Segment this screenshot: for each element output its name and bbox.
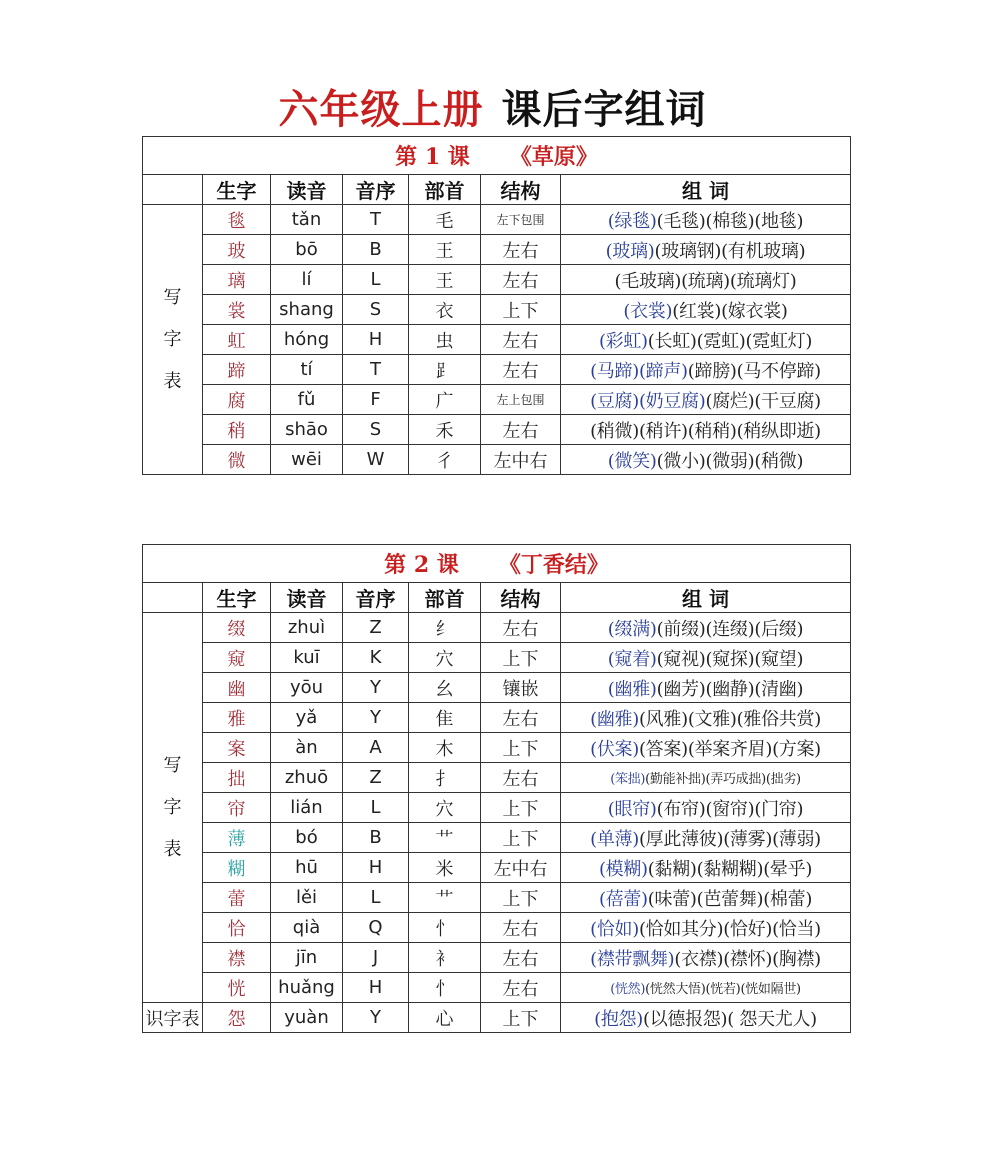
word: (恰如其分) <box>638 918 724 940</box>
word: (琉璃) <box>681 270 730 292</box>
word: (琉璃灯) <box>729 270 797 292</box>
word: (缀满) <box>607 618 657 640</box>
cell-character: 帘 <box>203 793 271 823</box>
word: (恰如) <box>590 918 639 940</box>
cell-character: 雅 <box>203 703 271 733</box>
cell-radical: 隹 <box>409 703 481 733</box>
cell-radical: 忄 <box>409 973 481 1003</box>
lesson-title <box>143 545 851 583</box>
word: (幽静) <box>705 678 755 700</box>
cell-structure: 左中右 <box>481 853 561 883</box>
cell-words <box>561 763 851 793</box>
cell-pinyin: lián <box>271 793 343 823</box>
word: (方案) <box>772 738 821 760</box>
word: (干豆腐) <box>754 390 821 412</box>
word: (蹄膀) <box>687 360 737 382</box>
table-row <box>143 643 851 673</box>
cell-radical: 王 <box>409 235 481 265</box>
cell-pinyin: yuàn <box>271 1003 343 1033</box>
cell-initial: K <box>343 643 409 673</box>
column-header: 音序 <box>343 583 409 613</box>
word: (有机玻璃) <box>721 240 806 262</box>
table-row <box>143 205 851 235</box>
cell-character: 蕾 <box>203 883 271 913</box>
cell-initial: L <box>343 793 409 823</box>
lesson-name: 《丁香结》 <box>498 552 609 578</box>
cell-structure: 上下 <box>481 823 561 853</box>
lesson-title-row <box>143 137 851 175</box>
cell-initial: Y <box>343 673 409 703</box>
word: (恍然大悟) <box>645 982 706 997</box>
word: (长虹) <box>647 330 697 352</box>
word: (举案齐眉) <box>687 738 773 760</box>
cell-pinyin: kuī <box>271 643 343 673</box>
word: (前缀) <box>656 618 706 640</box>
lesson-number: 第 1 课 <box>395 144 470 170</box>
lesson-title-row <box>143 545 851 583</box>
word: (衣襟) <box>674 948 724 970</box>
word: (棉蕾) <box>763 888 813 910</box>
cell-initial: T <box>343 355 409 385</box>
word: (拙劣) <box>765 772 801 787</box>
side-label-recognition: 识字表 <box>143 1003 203 1033</box>
word: (黏糊) <box>647 858 697 880</box>
word: ( 怨天尤人) <box>727 1008 817 1030</box>
cell-character: 案 <box>203 733 271 763</box>
side-label-char: 表 <box>163 370 182 392</box>
word: (豆腐) <box>590 390 639 412</box>
lesson-name: 《草原》 <box>509 144 598 170</box>
lesson-2-table <box>142 544 851 1033</box>
cell-structure: 左右 <box>481 943 561 973</box>
cell-words <box>561 613 851 643</box>
lesson-1-table <box>142 136 851 475</box>
cell-character: 蹄 <box>203 355 271 385</box>
cell-words <box>561 445 851 475</box>
lesson-title <box>143 137 851 175</box>
cell-pinyin: lí <box>271 265 343 295</box>
cell-pinyin: tǎn <box>271 205 343 235</box>
word: (恍然) <box>610 982 646 997</box>
table-row <box>143 415 851 445</box>
header-row <box>143 175 851 205</box>
word: (模糊) <box>598 858 648 880</box>
table-row <box>143 883 851 913</box>
word: (窥视) <box>656 648 706 670</box>
cell-initial: T <box>343 205 409 235</box>
cell-initial: S <box>343 415 409 445</box>
column-header: 读音 <box>271 583 343 613</box>
cell-character: 玻 <box>203 235 271 265</box>
table-row <box>143 265 851 295</box>
side-label-char: 表 <box>163 838 182 860</box>
word: (马蹄) <box>590 360 639 382</box>
cell-initial: H <box>343 973 409 1003</box>
word: (彩虹) <box>598 330 648 352</box>
cell-words <box>561 355 851 385</box>
cell-structure: 左右 <box>481 265 561 295</box>
cell-radical: 穴 <box>409 643 481 673</box>
cell-character: 毯 <box>203 205 271 235</box>
cell-words <box>561 265 851 295</box>
side-label-char: 写 <box>163 286 182 308</box>
word: (稍微) <box>590 420 639 442</box>
cell-words <box>561 205 851 235</box>
column-header: 组 词 <box>561 175 851 205</box>
column-header: 结构 <box>481 583 561 613</box>
table-row <box>143 943 851 973</box>
cell-radical: 艹 <box>409 823 481 853</box>
table-row <box>143 445 851 475</box>
cell-pinyin: qià <box>271 913 343 943</box>
side-label-char: 字 <box>163 328 182 350</box>
table-row <box>143 1003 851 1033</box>
word: (蹄声) <box>638 360 688 382</box>
cell-character: 虹 <box>203 325 271 355</box>
cell-radical: 禾 <box>409 415 481 445</box>
column-header: 读音 <box>271 175 343 205</box>
cell-radical: 幺 <box>409 673 481 703</box>
word: (毛毯) <box>656 210 706 232</box>
word: (单薄) <box>590 828 639 850</box>
word: (雅俗共赏) <box>736 708 821 730</box>
word: (衣裳) <box>623 300 673 322</box>
cell-words <box>561 325 851 355</box>
cell-pinyin: yǎ <box>271 703 343 733</box>
cell-character: 稍 <box>203 415 271 445</box>
cell-structure: 左右 <box>481 325 561 355</box>
cell-initial: L <box>343 265 409 295</box>
cell-radical: 王 <box>409 265 481 295</box>
cell-structure: 上下 <box>481 883 561 913</box>
word: (微笑) <box>607 450 657 472</box>
cell-structure: 左右 <box>481 703 561 733</box>
cell-pinyin: yōu <box>271 673 343 703</box>
cell-character: 微 <box>203 445 271 475</box>
word: (稍微) <box>754 450 804 472</box>
cell-initial: H <box>343 853 409 883</box>
word: (以德报怨) <box>642 1008 728 1030</box>
cell-structure: 左右 <box>481 763 561 793</box>
word: (微弱) <box>705 450 755 472</box>
side-label-char: 写 <box>163 754 182 776</box>
cell-words <box>561 703 851 733</box>
cell-character: 薄 <box>203 823 271 853</box>
cell-pinyin: hóng <box>271 325 343 355</box>
column-header: 生字 <box>203 175 271 205</box>
word: (红裳) <box>672 300 722 322</box>
cell-radical: 衣 <box>409 295 481 325</box>
cell-initial: A <box>343 733 409 763</box>
word: (恰好) <box>723 918 773 940</box>
cell-radical: 穴 <box>409 793 481 823</box>
table-row <box>143 763 851 793</box>
cell-words <box>561 823 851 853</box>
cell-radical: 艹 <box>409 883 481 913</box>
cell-character: 襟 <box>203 943 271 973</box>
word: (勤能补拙) <box>645 772 706 787</box>
cell-words <box>561 1003 851 1033</box>
cell-radical: 米 <box>409 853 481 883</box>
cell-pinyin: tí <box>271 355 343 385</box>
word: (窗帘) <box>705 798 755 820</box>
table-row <box>143 733 851 763</box>
word: (连缀) <box>705 618 755 640</box>
cell-radical: 忄 <box>409 913 481 943</box>
cell-words <box>561 973 851 1003</box>
word: (文雅) <box>687 708 737 730</box>
table-row <box>143 823 851 853</box>
cell-words <box>561 853 851 883</box>
word: (稍纵即逝) <box>736 420 821 442</box>
word: (幽雅) <box>607 678 657 700</box>
word: (绿毯) <box>607 210 657 232</box>
cell-radical: 心 <box>409 1003 481 1033</box>
column-header: 音序 <box>343 175 409 205</box>
word: (恰当) <box>772 918 821 940</box>
word: (薄雾) <box>723 828 773 850</box>
word: (窥探) <box>705 648 755 670</box>
word: (地毯) <box>754 210 804 232</box>
word: (玻璃钢) <box>654 240 722 262</box>
cell-character: 璃 <box>203 265 271 295</box>
cell-words <box>561 943 851 973</box>
cell-pinyin: hū <box>271 853 343 883</box>
table-row <box>143 853 851 883</box>
word: (窥望) <box>754 648 804 670</box>
word: (后缀) <box>754 618 804 640</box>
cell-structure: 上下 <box>481 793 561 823</box>
cell-words <box>561 295 851 325</box>
cell-radical: 虫 <box>409 325 481 355</box>
header-blank <box>143 175 203 205</box>
cell-radical: 彳 <box>409 445 481 475</box>
cell-pinyin: shang <box>271 295 343 325</box>
cell-pinyin: wēi <box>271 445 343 475</box>
cell-words <box>561 643 851 673</box>
cell-initial: B <box>343 823 409 853</box>
cell-character: 裳 <box>203 295 271 325</box>
cell-character: 恍 <box>203 973 271 1003</box>
cell-pinyin: jīn <box>271 943 343 973</box>
word: (玻璃) <box>605 240 655 262</box>
cell-pinyin: bó <box>271 823 343 853</box>
cell-radical: 纟 <box>409 613 481 643</box>
cell-radical: 衤 <box>409 943 481 973</box>
word: (味蕾) <box>647 888 697 910</box>
cell-radical: 木 <box>409 733 481 763</box>
cell-pinyin: àn <box>271 733 343 763</box>
side-label-writing-table <box>143 613 203 1003</box>
word: (霓虹) <box>696 330 746 352</box>
cell-initial: W <box>343 445 409 475</box>
table-row <box>143 235 851 265</box>
cell-pinyin: fǔ <box>271 385 343 415</box>
page-title <box>0 78 985 135</box>
cell-words <box>561 913 851 943</box>
word: (恍如隔世) <box>740 982 801 997</box>
word: (窥着) <box>607 648 657 670</box>
table-row <box>143 325 851 355</box>
cell-initial: Y <box>343 1003 409 1033</box>
cell-words <box>561 235 851 265</box>
cell-structure: 左上包围 <box>481 385 561 415</box>
side-label-writing-table <box>143 205 203 475</box>
word: (黏糊糊) <box>696 858 764 880</box>
word: (微小) <box>656 450 706 472</box>
cell-character: 恰 <box>203 913 271 943</box>
word: (弄巧成拙) <box>705 772 766 787</box>
column-header: 部首 <box>409 583 481 613</box>
word: (棉毯) <box>705 210 755 232</box>
cell-initial: B <box>343 235 409 265</box>
cell-initial: Z <box>343 763 409 793</box>
word: (蓓蕾) <box>598 888 648 910</box>
table-row <box>143 613 851 643</box>
cell-radical: 广 <box>409 385 481 415</box>
column-header: 组 词 <box>561 583 851 613</box>
table-row <box>143 355 851 385</box>
column-header: 结构 <box>481 175 561 205</box>
lesson-number: 第 2 课 <box>384 552 459 578</box>
word: (芭蕾舞) <box>696 888 764 910</box>
cell-character: 窥 <box>203 643 271 673</box>
cell-words <box>561 733 851 763</box>
cell-structure: 上下 <box>481 295 561 325</box>
table-row <box>143 673 851 703</box>
word: (幽雅) <box>590 708 639 730</box>
cell-pinyin: zhuì <box>271 613 343 643</box>
cell-structure: 上下 <box>481 1003 561 1033</box>
cell-pinyin: bō <box>271 235 343 265</box>
word: (奶豆腐) <box>638 390 706 412</box>
table-row <box>143 913 851 943</box>
cell-words <box>561 673 851 703</box>
word: (幽芳) <box>656 678 706 700</box>
cell-character: 糊 <box>203 853 271 883</box>
word: (稍稍) <box>687 420 737 442</box>
cell-structure: 镶嵌 <box>481 673 561 703</box>
word: (嫁衣裳) <box>721 300 788 322</box>
column-header: 部首 <box>409 175 481 205</box>
word: (厚此薄彼) <box>638 828 724 850</box>
cell-character: 拙 <box>203 763 271 793</box>
word: (薄弱) <box>772 828 821 850</box>
cell-character: 缀 <box>203 613 271 643</box>
word: (清幽) <box>754 678 804 700</box>
cell-structure: 左右 <box>481 355 561 385</box>
cell-structure: 左中右 <box>481 445 561 475</box>
cell-radical: ⻊ <box>409 355 481 385</box>
word: (晕乎) <box>763 858 813 880</box>
table-row <box>143 973 851 1003</box>
word: (毛玻璃) <box>614 270 682 292</box>
cell-character: 幽 <box>203 673 271 703</box>
table-row <box>143 295 851 325</box>
cell-initial: H <box>343 325 409 355</box>
cell-initial: Z <box>343 613 409 643</box>
cell-structure: 左右 <box>481 913 561 943</box>
table-row <box>143 703 851 733</box>
cell-structure: 上下 <box>481 733 561 763</box>
word: (恍若) <box>705 982 741 997</box>
word: (答案) <box>638 738 688 760</box>
word: (风雅) <box>638 708 688 730</box>
cell-structure: 左右 <box>481 235 561 265</box>
cell-radical: 扌 <box>409 763 481 793</box>
cell-structure: 左右 <box>481 415 561 445</box>
word: (门帘) <box>754 798 804 820</box>
cell-radical: 毛 <box>409 205 481 235</box>
cell-pinyin: zhuō <box>271 763 343 793</box>
word: (稍许) <box>638 420 688 442</box>
cell-words <box>561 415 851 445</box>
word: (腐烂) <box>705 390 755 412</box>
cell-words <box>561 883 851 913</box>
title-grade: 六年级上册 <box>278 87 484 133</box>
cell-structure: 左下包围 <box>481 205 561 235</box>
cell-initial: Y <box>343 703 409 733</box>
cell-initial: Q <box>343 913 409 943</box>
cell-pinyin: lěi <box>271 883 343 913</box>
word: (眼帘) <box>607 798 657 820</box>
cell-structure: 左右 <box>481 973 561 1003</box>
word: (襟怀) <box>723 948 773 970</box>
cell-pinyin: huǎng <box>271 973 343 1003</box>
header-row <box>143 583 851 613</box>
cell-initial: F <box>343 385 409 415</box>
cell-character: 怨 <box>203 1003 271 1033</box>
header-blank <box>143 583 203 613</box>
word: (笨拙) <box>610 772 646 787</box>
cell-initial: L <box>343 883 409 913</box>
cell-initial: J <box>343 943 409 973</box>
cell-words <box>561 385 851 415</box>
cell-pinyin: shāo <box>271 415 343 445</box>
cell-structure: 左右 <box>481 613 561 643</box>
cell-character: 腐 <box>203 385 271 415</box>
word: (胸襟) <box>772 948 821 970</box>
word: (伏案) <box>590 738 639 760</box>
side-label-char: 字 <box>163 796 182 818</box>
word: (霓虹灯) <box>745 330 813 352</box>
word: (抱怨) <box>594 1008 643 1030</box>
table-row <box>143 385 851 415</box>
table-row <box>143 793 851 823</box>
word: (襟带飘舞) <box>590 948 675 970</box>
word: (马不停蹄) <box>736 360 821 382</box>
cell-initial: S <box>343 295 409 325</box>
cell-words <box>561 793 851 823</box>
cell-structure: 上下 <box>481 643 561 673</box>
title-topic: 课后字组词 <box>501 87 707 133</box>
column-header: 生字 <box>203 583 271 613</box>
word: (布帘) <box>656 798 706 820</box>
